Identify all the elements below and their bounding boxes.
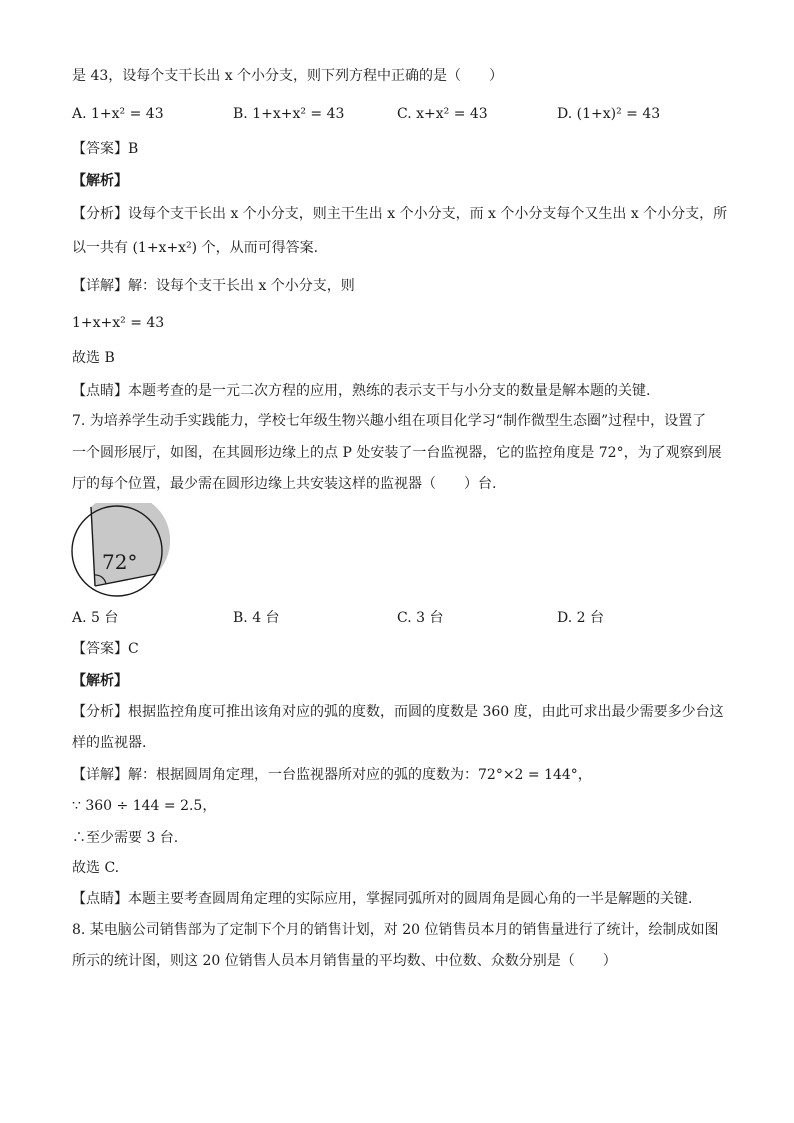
q8-stem-line-2: 所示的统计图，则这 20 位销售人员本月销售量的平均数、中位数、众数分别是（ ） <box>72 953 617 969</box>
q7-stem-line-1: 7. 为培养学生动手实践能力，学校七年级生物兴趣小组在项目化学习“制作微型生态圈”过程中，设置了 <box>72 413 707 429</box>
q7-option-d: D. 2 台 <box>557 610 604 626</box>
q7-fenxi-line-1: 【分析】根据监控角度可推出该角对应的弧的度数，而圆的度数是 360 度，由此可求出最少需要多少台这 <box>72 704 724 720</box>
q7-detail-line-2: ∵ 360 ÷ 144 = 2.5， <box>72 798 217 814</box>
q7-option-b: B. 4 台 <box>233 610 280 626</box>
q6-option-a: A. 1+x² = 43 <box>72 106 164 122</box>
q7-comment: 【点睛】本题主要考查圆周角定理的实际应用，掌握同弧所对的圆周角是圆心角的一半是解题的关键. <box>72 891 693 907</box>
q7-detail-line-3: ∴至少需要 3 台. <box>72 830 179 846</box>
q6-detail-line-1: 【详解】解：设每个支干长出 x 个小分支，则 <box>72 278 355 294</box>
q7-stem-line-2: 一个圆形展厅，如图，在其圆形边缘上的点 P 处安装了一台监视器，它的监控角度是 72°，为了观察到展 <box>72 445 722 461</box>
q6-answer: 【答案】B <box>72 141 139 157</box>
q7-fenxi-line-2: 样的监视器. <box>72 735 147 751</box>
q6-option-c: C. x+x² = 43 <box>397 106 488 122</box>
q6-stem-tail: 是 43，设每个支干长出 x 个小分支，则下列方程中正确的是（ ） <box>72 68 504 84</box>
q7-detail-line-1: 【详解】解：根据圆周角定理，一台监视器所对应的弧的度数为：72°×2 = 144°， <box>72 767 592 783</box>
q6-fenxi-line-1: 【分析】设每个支干长出 x 个小分支，则主干生出 x 个小分支，而 x 个小分支每个又生出 x 个小分支，所 <box>72 206 728 222</box>
q7-stem-line-3: 厅的每个位置，最少需在圆形边缘上共安装这样的监视器（ ）台. <box>72 476 497 492</box>
q7-option-a: A. 5 台 <box>72 610 119 626</box>
q6-fenxi-line-2: 以一共有 (1+x+x²) 个，从而可得答案. <box>72 240 319 256</box>
q6-comment: 【点睛】本题考查的是一元二次方程的应用，熟练的表示支干与小分支的数量是解本题的关键. <box>72 383 651 399</box>
q6-detail-equation: 1+x+x² = 43 <box>72 315 165 331</box>
q7-analysis-heading: 【解析】 <box>72 673 128 689</box>
q8-stem-line-1: 8. 某电脑公司销售部为了定制下个月的销售计划，对 20 位销售员本月的销售量进行了统计，绘制成如图 <box>72 922 719 938</box>
q6-option-d: D. (1+x)² = 43 <box>557 106 661 122</box>
q6-option-b: B. 1+x+x² = 43 <box>233 106 345 122</box>
q7-circle-figure <box>70 503 170 598</box>
angle-label: 72° <box>102 550 138 574</box>
q7-answer: 【答案】C <box>72 641 139 657</box>
q6-choose: 故选 B <box>72 350 115 366</box>
q7-option-c: C. 3 台 <box>397 610 444 626</box>
q7-choose: 故选 C. <box>72 860 120 876</box>
q6-analysis-heading: 【解析】 <box>72 173 128 189</box>
